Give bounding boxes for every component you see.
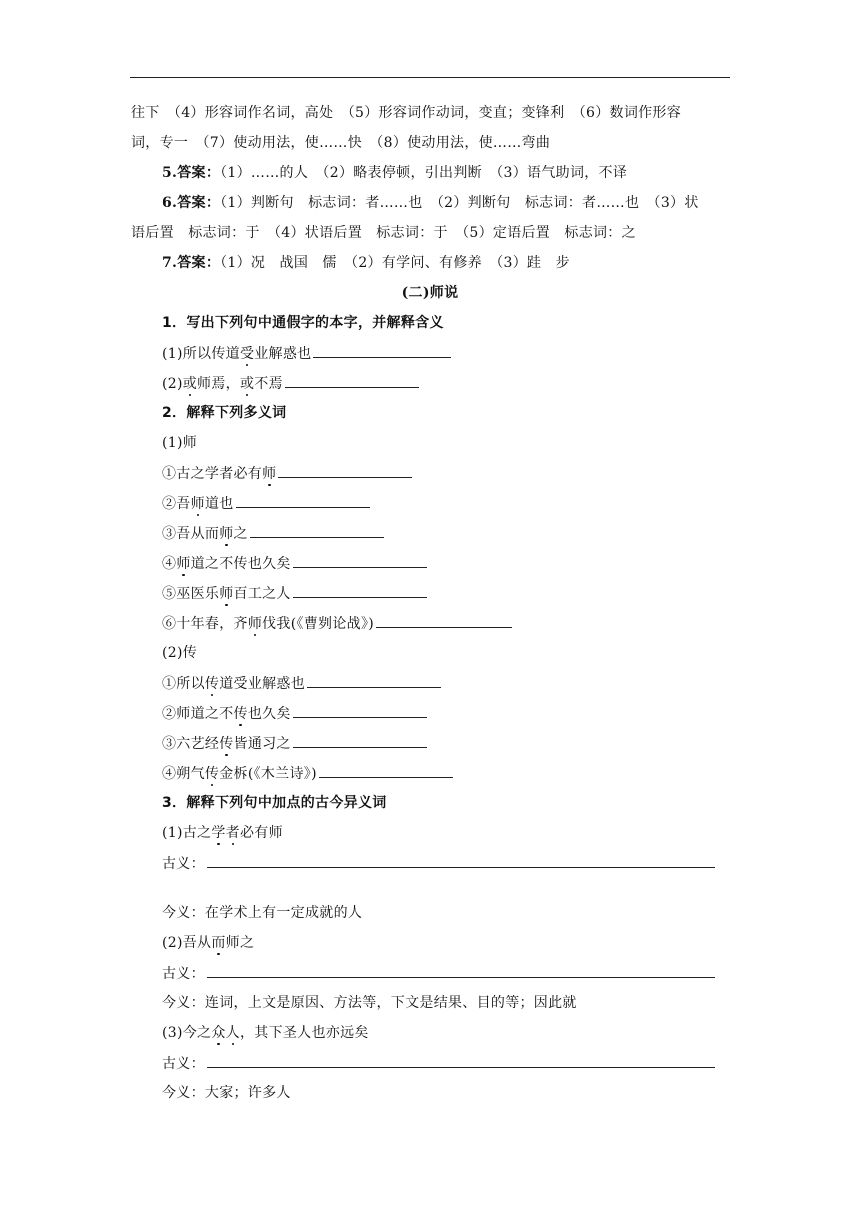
answer-4-continued-line: 往下 （4）形容词作名词，高处 （5）形容词作动词，变直；变锋利 （6）数词作形容: [131, 105, 682, 121]
jin-label: 今义：: [162, 1085, 205, 1101]
dotted-char: 或: [239, 376, 255, 392]
answer-4-continued-line-2: 词，专一 （7）使动用法，使……快 （8）使动用法，使……弯曲: [131, 135, 551, 151]
dotted-char: 传: [233, 706, 248, 722]
question-3-item-1: (1)古之学者必有师: [162, 825, 283, 841]
dotted-char: 众: [211, 1025, 226, 1041]
dotted-char: 师: [176, 556, 191, 572]
answer-blank[interactable]: [313, 342, 451, 358]
dotted-char: 师: [219, 586, 234, 602]
answer-blank[interactable]: [376, 612, 512, 628]
dotted-char: 学: [211, 825, 226, 841]
dotted-char: 传: [204, 766, 220, 782]
answer-blank[interactable]: [278, 462, 412, 478]
answer-label: 5.答案：: [162, 165, 221, 181]
dotted-char: 而: [211, 935, 226, 951]
answer-blank[interactable]: [236, 492, 370, 508]
answer-text: （1）判断句 标志词：者……也 （2）判断句 标志词：者……也 （3）状: [220, 195, 699, 211]
question-2-item: ⑤巫医乐师百工之人: [162, 582, 762, 605]
answer-7: [162, 252, 762, 274]
answer-blank[interactable]: [293, 582, 427, 598]
dotted-char: 师: [219, 526, 234, 542]
header-rule: [130, 77, 730, 78]
question-2-item: ②师道之不传也久矣: [162, 702, 762, 725]
answer-blank[interactable]: [207, 852, 715, 868]
dotted-char: 传: [204, 676, 220, 692]
answer-blank[interactable]: [319, 762, 453, 778]
question-3-item-3-gu: [162, 1052, 762, 1075]
answer-label: 7.答案：: [162, 255, 221, 271]
dotted-char: 传: [219, 736, 234, 752]
dotted-char: 或: [182, 376, 198, 392]
dotted-char: 受: [239, 346, 255, 362]
question-1-item-1: (1)所以传道受业解惑也: [162, 342, 762, 365]
answer-blank[interactable]: [207, 1052, 715, 1068]
question-2-item: ④朔气传金柝(《木兰诗》): [162, 762, 762, 785]
answer-blank[interactable]: [285, 372, 419, 388]
answer-blank[interactable]: [307, 672, 441, 688]
question-3-item-2-jin: 今义：连词，上文是原因、方法等，下文是结果、目的等；因此就: [162, 995, 577, 1011]
gu-label: 古义：: [162, 1056, 205, 1072]
answer-blank[interactable]: [250, 522, 384, 538]
answer-text: （1）……的人 （2）略表停顿，引出判断 （3）语气助词，不译: [220, 165, 628, 181]
dotted-char: 师: [262, 466, 277, 482]
dotted-char: 师: [247, 616, 263, 632]
dotted-char: 者: [225, 825, 240, 841]
question-3-item-1-gu: [162, 852, 762, 875]
question-3-item-1-jin: 今义：在学术上有一定成就的人: [162, 905, 363, 921]
answer-6-continued: 语后置 标志词：于 （4）状语后置 标志词：于 （5）定语后置 标志词：之: [131, 225, 636, 241]
question-2-sub-2: (2)传: [162, 645, 198, 661]
question-2-item: ③吾从而师之: [162, 522, 762, 545]
question-2-item: ④师道之不传也久矣: [162, 552, 762, 575]
question-1-heading: 1．写出下列句中通假字的本字，并解释含义: [162, 315, 444, 331]
question-3-item-2-gu: [162, 962, 762, 985]
dotted-char: 人: [225, 1025, 240, 1041]
question-3-heading: 3．解释下列句中加点的古今异义词: [162, 795, 387, 811]
answer-blank[interactable]: [293, 552, 427, 568]
answer-blank[interactable]: [207, 962, 715, 978]
question-2-item: ②吾师道也: [162, 492, 762, 515]
question-3-item-2: (2)吾从而师之: [162, 935, 255, 951]
section-title: (二)师说: [401, 285, 459, 301]
answer-label: 6.答案：: [162, 195, 221, 211]
question-3-item-3: (3)今之众人，其下圣人也亦远矣: [162, 1025, 369, 1041]
jin-label: 今义：: [162, 905, 205, 921]
answer-blank[interactable]: [293, 732, 427, 748]
answer-text: （1）况 战国 儒 （2）有学问、有修养 （3）跬 步: [220, 255, 570, 271]
question-1-item-2: (2)或师焉，或不焉: [162, 372, 762, 395]
jin-label: 今义：: [162, 995, 205, 1011]
answer-5: [162, 162, 762, 184]
question-2-item: ①古之学者必有师: [162, 462, 762, 485]
gu-label: 古义：: [162, 856, 205, 872]
answer-6: [162, 192, 762, 214]
question-2-item: ⑥十年春，齐师伐我(《曹刿论战》): [162, 612, 762, 635]
question-2-heading: 2．解释下列多义词: [162, 405, 287, 421]
gu-label: 古义：: [162, 966, 205, 982]
question-2-item: ③六艺经传皆通习之: [162, 732, 762, 755]
question-2-item: ①所以传道受业解惑也: [162, 672, 762, 695]
question-3-item-3-jin: 今义：大家；许多人: [162, 1085, 291, 1101]
answer-blank[interactable]: [293, 702, 427, 718]
dotted-char: 师: [190, 496, 205, 512]
question-2-sub-1: (1)师: [162, 435, 198, 451]
